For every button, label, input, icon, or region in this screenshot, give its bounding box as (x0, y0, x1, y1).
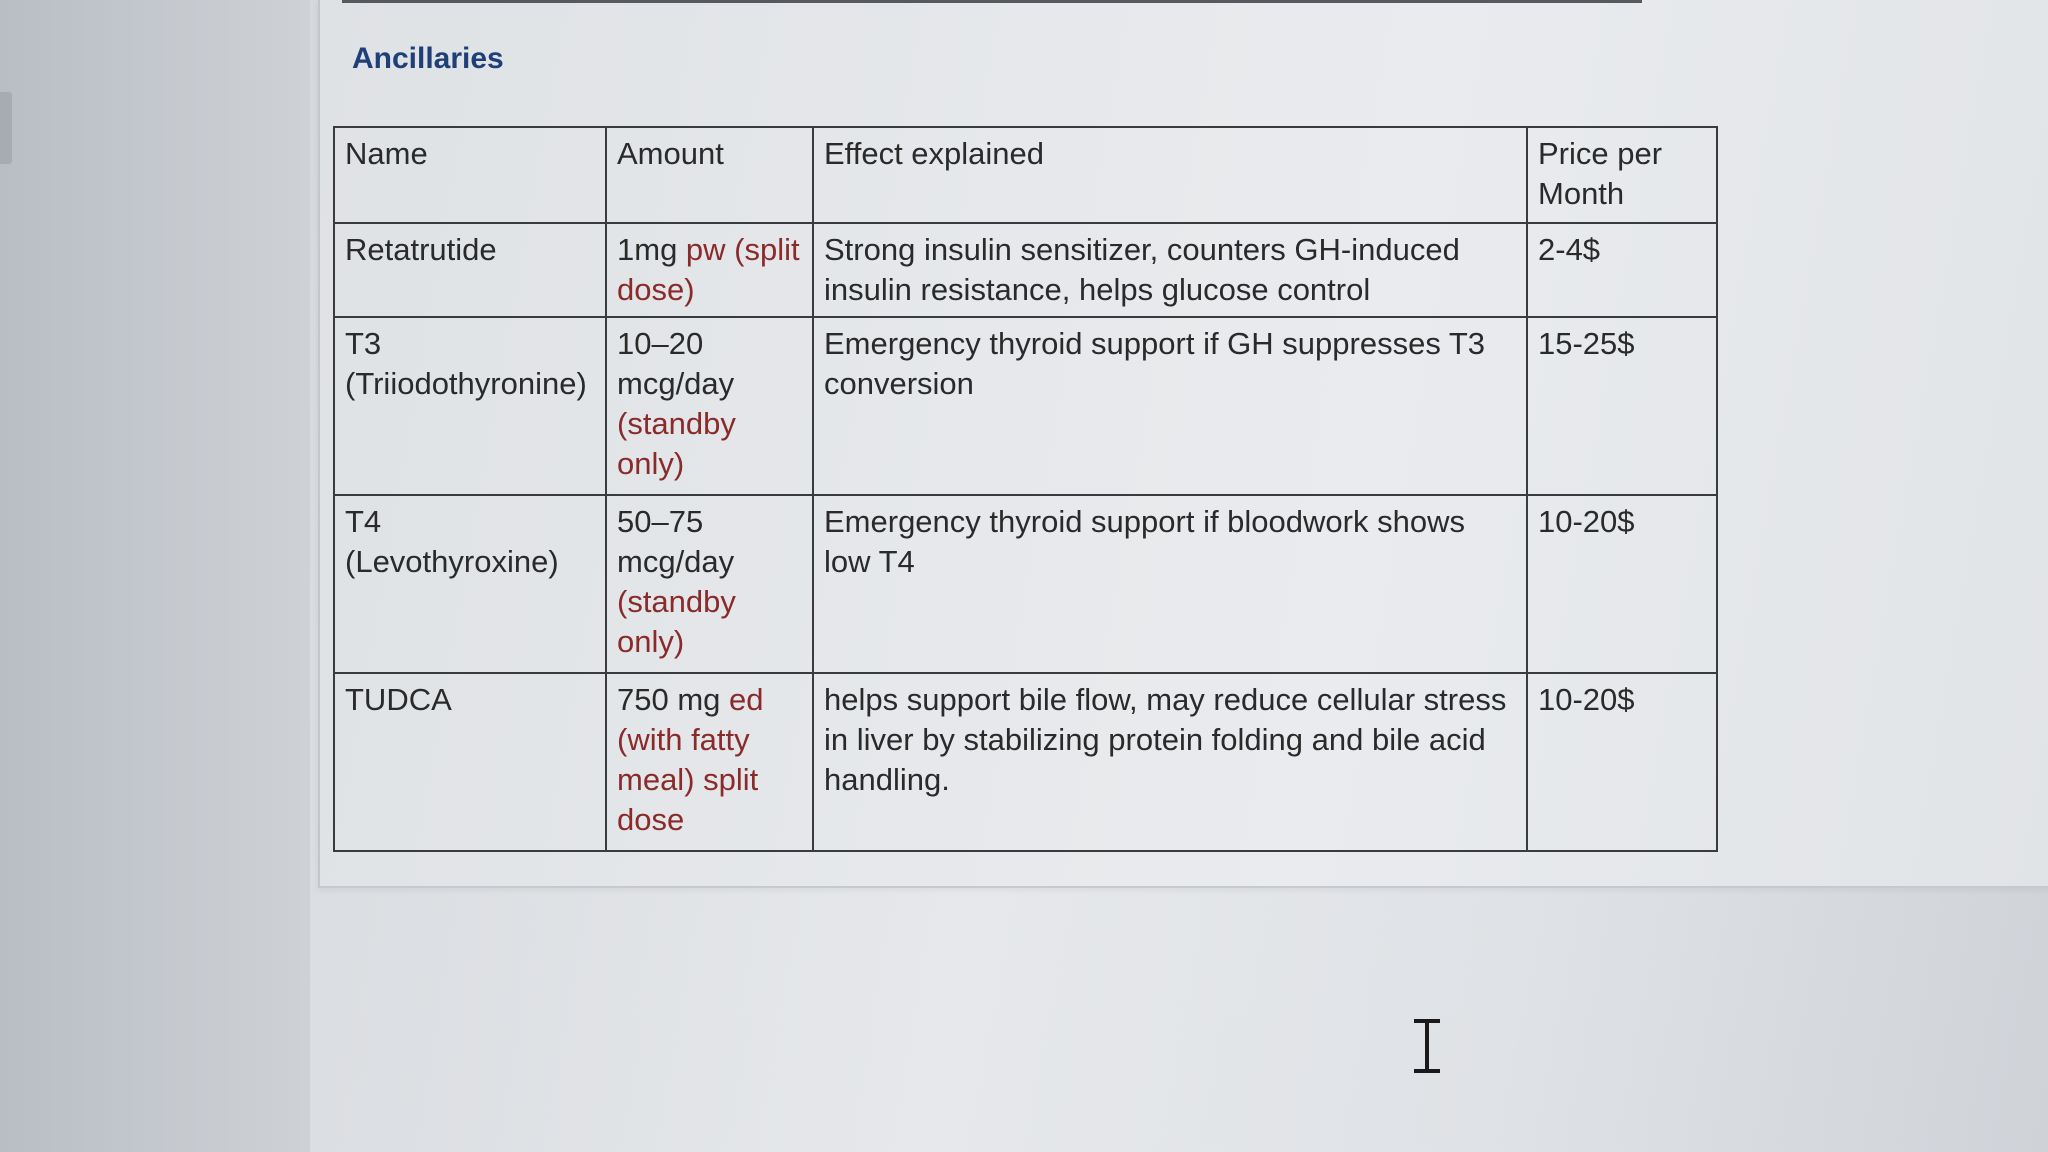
amount-note: (standby only) (617, 406, 736, 481)
amount-note: (standby only) (617, 584, 736, 659)
table-row (334, 317, 1717, 495)
amount-dose: 1mg (617, 232, 678, 267)
cell-effect: helps support bile flow, may reduce cellular stress in liver by stabilizing protein folding and bile acid handling. (813, 673, 1527, 851)
cell-name: T3 (Triiodothyronine) (334, 317, 606, 495)
cell-amount (606, 673, 813, 851)
left-panel-tab[interactable] (0, 92, 12, 164)
cell-effect: Strong insulin sensitizer, counters GH-induced insulin resistance, helps glucose control (813, 223, 1527, 317)
header-name: Name (334, 127, 606, 223)
amount-note: pw (split dose) (617, 232, 800, 307)
table-row (334, 673, 1717, 851)
cell-price: 10-20$ (1527, 673, 1717, 851)
table-row (334, 223, 1717, 317)
cell-name: Retatrutide (334, 223, 606, 317)
amount-dose: 10–20 mcg/day (617, 326, 735, 401)
amount-dose: 750 mg (617, 682, 730, 717)
cell-amount (606, 495, 813, 673)
page-top-border (342, 0, 1642, 3)
cell-effect: Emergency thyroid support if bloodwork shows low T4 (813, 495, 1527, 673)
table-row (334, 495, 1717, 673)
ancillaries-table (333, 126, 1718, 852)
table-header-row (334, 127, 1717, 223)
text-cursor-ibeam-icon (1412, 1018, 1442, 1074)
cell-effect: Emergency thyroid support if GH suppresses T3 conversion (813, 317, 1527, 495)
section-heading: Ancillaries (352, 42, 504, 75)
amount-note: ed (with fatty meal) split dose (617, 682, 764, 837)
cell-price: 2-4$ (1527, 223, 1717, 317)
header-effect: Effect explained (813, 127, 1527, 223)
cell-amount (606, 317, 813, 495)
cell-price: 10-20$ (1527, 495, 1717, 673)
cell-amount (606, 223, 813, 317)
cell-name: T4 (Levothyroxine) (334, 495, 606, 673)
app-left-gutter (0, 0, 310, 1152)
cell-name: TUDCA (334, 673, 606, 851)
header-amount: Amount (606, 127, 813, 223)
header-price: Price per Month (1527, 127, 1717, 223)
amount-dose: 50–75 mcg/day (617, 504, 735, 579)
cell-price: 15-25$ (1527, 317, 1717, 495)
